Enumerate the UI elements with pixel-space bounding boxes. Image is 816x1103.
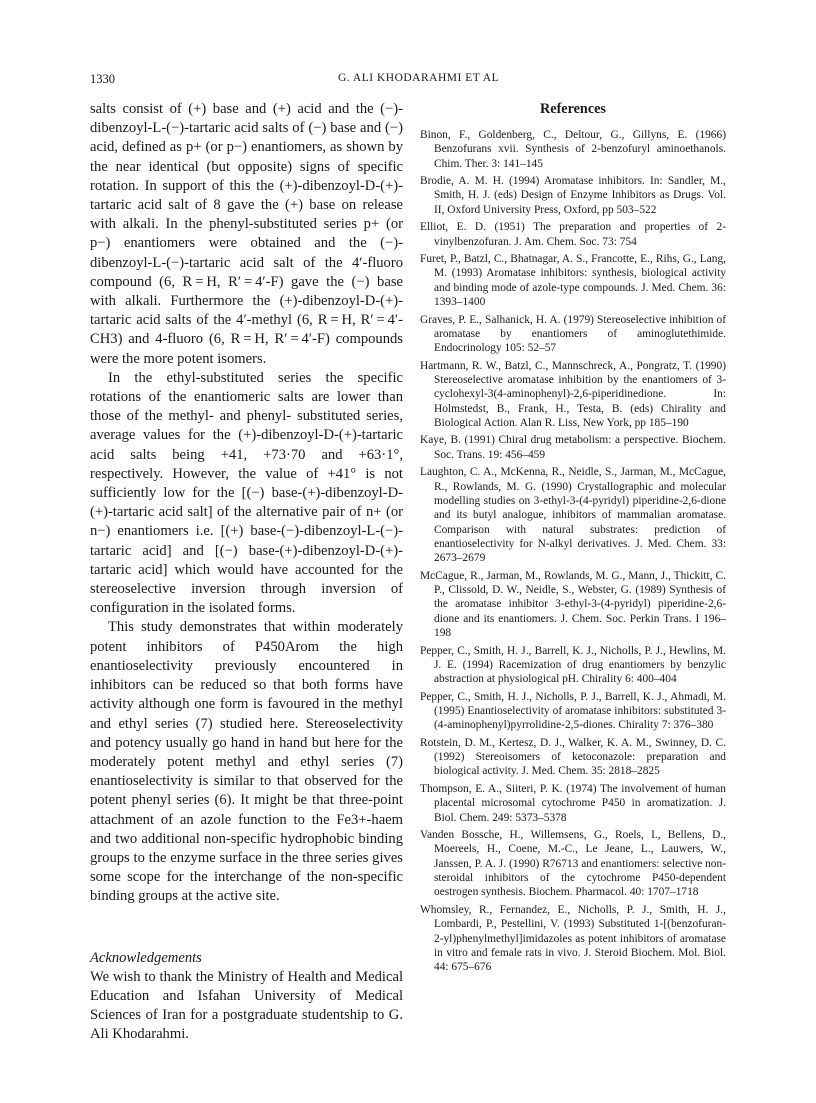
reference-item: Thompson, E. A., Siiteri, P. K. (1974) The involvement of human placental microsomal cytochrome P450 in aromatization. J. Biol. Chem. 249: 5373–5378 xyxy=(420,782,726,824)
reference-item: Vanden Bossche, H., Willemsens, G., Roels, I., Bellens, D., Moereels, H., Coene, M.-C., Le Jeane, L., Lauwers, W., Janssen, P. A. J. (1990) R76713 and enantiomers: selective non-steroidal inhibitors of the cytochrome P450-dependent oestrogen synthesis. Biochem. Pharmacol. 40: 1707–1718 xyxy=(420,829,726,899)
reference-item: Brodie, A. M. H. (1994) Aromatase inhibitors. In: Sandler, M., Smith, H. J. (eds) Design of Enzyme Inhibitors as Drugs. Vol. II, Oxford University Press, Oxford, pp 503–522 xyxy=(420,175,726,216)
reference-item: Pepper, C., Smith, H. J., Barrell, K. J., Nicholls, P. J., Hewlins, M. J. E. (1994) Racemization of drug enantiomers by benzylic abstraction at physiological pH. Chirality 6: 400–404 xyxy=(420,644,726,686)
reference-item: McCague, R., Jarman, M., Rowlands, M. G., Mann, J., Thickitt, C. P., Clissold, D. W., Neidle, S., Webster, G. (1989) Synthesis of the aromatase inhibitor 3-ethyl-3-(4-pyridyl) piperidine-2,6-dione and its enantiomers. J. Chem. Soc. Perkin Trans. I 196–198 xyxy=(420,569,726,640)
reference-item: Elliot, E. D. (1951) The preparation and properties of 2-vinylbenzofuran. J. Am. Chem. Soc. 73: 754 xyxy=(420,221,726,248)
reference-item: Pepper, C., Smith, H. J., Nicholls, P. J., Barrell, K. J., Ahmadi, M. (1995) Enantioselectivity of aromatase inhibitors: substituted 3-(4-aminophenyl)pyrrolidine-2,5-diones. Chirality 7: 376–380 xyxy=(420,690,726,732)
body-paragraph: This study demonstrates that within moderately potent inhibitors of P450Arom the high enantioselectivity previously encountered in inhibitors can be reduced so that both forms have activity although one form is favoured in the methyl and ethyl series (7) studied here. Stereoselectivity and potency usually go hand in hand but here for the moderately potent methyl and ethyl series (7) enantioselectivity is similar to that observed for the potent phenyl series (6). It might be that three-point attachment of an azole function to the Fe3+-haem and two additional non-specific hydrophobic binding groups to the enzyme surface in the three series gives some scope for the interchange of the non-specific binding groups at the active site. xyxy=(90,619,403,905)
references-title: References xyxy=(540,101,606,117)
reference-item: Whomsley, R., Fernandez, E., Nicholls, P. J., Smith, H. J., Lombardi, P., Pestellini, V. (1993) Substituted 1-[(benzofuran-2-yl)phenylmethyl]imidazoles as potent inhibitors of aromatase in vitro and female rats in vivo. J. Steroid Biochem. Mol. Biol. 44: 675–676 xyxy=(420,903,726,974)
page-number: 1330 xyxy=(90,72,115,86)
body-column xyxy=(90,100,403,1044)
body-paragraph: In the ethyl-substituted series the specific rotations of the enantiomeric salts are lower than those of the methyl- and phenyl- substituted series, average values for the (+)-dibenzoyl-D-(+)-tartaric acid salts being +41, +73·70 and +63·1°, respectively. However, the value of +41° is not sufficiently low for the [(−) base-(+)-dibenzoyl-D-(+)-tartaric acid salt] of the alternative pair of n+ (or n−) enantiomers i.e. [(+) base-(−)-dibenzoyl-L-(−)-tartaric acid] and [(−) base-(+)-dibenzoyl-D-(+)-tartaric acid] which would have accounted for the stereoselective inversion through inversion of configuration in the isolated forms. xyxy=(90,369,403,617)
body-paragraph: salts consist of (+) base and (+) acid and the (−)-dibenzoyl-L-(−)-tartaric acid salts of (−) base and (−) acid, defined as p+ (or p−) enantiomers, as shown by the near identical (but opposite) signs of specific rotation. In support of this the (+)-dibenzoyl-D-(+)-tartaric acid salt of 8 gave the (+) base on release with alkali. In the phenyl-substituted series p+ (or p−) enantiomers were obtained and the (−)-dibenzoyl-L-(−)-tartaric acid salt of the 4′-fluoro compound (6, R = H, R′ = 4′-F) gave the (−) base with alkali. Furthermore the (+)-dibenzoyl-D-(+)-tartaric acid salts of the 4′-methyl (6, R = H, R′ = 4′-CH3) and 4-fluoro (6, R = H, R′ = 4′-F) compounds were the more potent isomers. xyxy=(90,101,403,367)
reference-item: Laughton, C. A., McKenna, R., Neidle, S., Jarman, M., McCague, R., Rowlands, M. G. (1990) Crystallographic and molecular modelling studies on 3-ethyl-3-(4-pyridyl) piperidine-2,6-dione and its butyl analogue, inhibitors of mammalian aromatase. Comparison with natural substrates: prediction of enantioselectivity for N-alkyl derivatives. J. Med. Chem. 33: 2673–2679 xyxy=(420,466,726,565)
reference-item: Graves, P. E., Salhanick, H. A. (1979) Stereoselective inhibition of aromatase by enantiomers of aminoglutethimide. Endocrinology 105: 52–57 xyxy=(420,313,726,355)
reference-item: Kaye, B. (1991) Chiral drug metabolism: a perspective. Biochem. Soc. Trans. 19: 456–459 xyxy=(420,434,726,461)
acknowledgements-text: We wish to thank the Ministry of Health and Medical Education and Isfahan University of Medical Sciences of Iran for a postgraduate studentship to G. Ali Khodarahmi. xyxy=(90,968,403,1043)
running-title: G. ALI KHODARAHMI ET AL xyxy=(338,72,500,84)
acknowledgements-section xyxy=(90,949,403,1045)
references-column xyxy=(420,100,726,978)
reference-item: Binon, F., Goldenberg, C., Deltour, G., Gillyns, E. (1966) Benzofurans xvii. Synthesis of 2-benzofuryl aminoethanols. Chim. Ther. 3: 141–145 xyxy=(420,129,726,170)
reference-item: Furet, P., Batzl, C., Bhatnagar, A. S., Francotte, E., Rihs, G., Lang, M. (1993) Aromatase inhibitors: synthesis, biological activity and binding mode of azole-type compounds. J. Med. Chem. 36: 1393–1400 xyxy=(420,253,726,309)
acknowledgements-title: Acknowledgements xyxy=(90,949,202,966)
reference-item: Hartmann, R. W., Batzl, C., Mannschreck, A., Pongratz, T. (1990) Stereoselective aromatase inhibition by the enantiomers of 3-cyclohexyl-3(4-aminophenyl)-2,6-piperidinedione. In: Holmstedst, B., Frank, H., Testa, B. (eds) Chirality and Biological Action. Alan R. Liss, New York, pp 185–190 xyxy=(420,359,726,429)
reference-item: Rotstein, D. M., Kertesz, D. J., Walker, K. A. M., Swinney, D. C. (1992) Stereoisomers of ketoconazole: preparation and biological activity. J. Med. Chem. 35: 2818–2825 xyxy=(420,736,726,778)
